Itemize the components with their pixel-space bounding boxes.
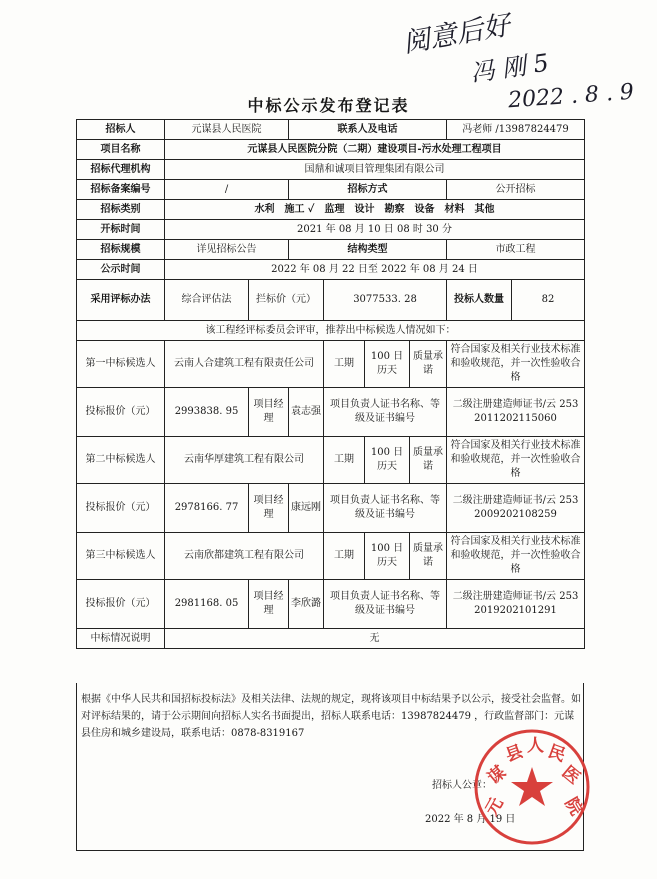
candidate-3-price: 2981168. 05 xyxy=(165,580,249,629)
signer-label: 招标人公章： xyxy=(432,780,492,791)
candidate-2-cert: 二级注册建造师证书/云 253 2009202108259 xyxy=(447,484,585,533)
handwritten-signature: 冯 刚 5 xyxy=(468,48,551,88)
candidate-3-manager-label: 项目经理 xyxy=(249,580,289,629)
structure-value: 市政工程 xyxy=(447,240,585,260)
category-value: 水利 施工 ✓ 监理 设计 勘察 设备 材料 其他 xyxy=(165,200,585,220)
candidate-3-row xyxy=(77,533,585,580)
candidate-2-company: 云南华厚建筑工程有限公司 xyxy=(165,437,324,484)
open-time-row xyxy=(77,220,585,240)
candidate-1-price: 2993838. 95 xyxy=(165,388,249,437)
candidate-1-cert: 二级注册建造师证书/云 253 2011202115060 xyxy=(447,388,585,437)
candidate-1-price-label: 投标报价（元） xyxy=(77,388,165,437)
recommend-text: 该工程经评标委员会评审，推荐出中标候选人情况如下： xyxy=(77,321,585,341)
result-value: 无 xyxy=(165,629,585,649)
candidate-2-rank: 第二中标候选人 xyxy=(77,437,165,484)
candidate-1-quality-label: 质量承诺 xyxy=(410,341,447,388)
candidate-2-manager-label: 项目经理 xyxy=(249,484,289,533)
contact-value: 冯老师 /13987824479 xyxy=(447,120,585,140)
candidate-3-price-label: 投标报价（元） xyxy=(77,580,165,629)
result-row xyxy=(77,629,585,649)
candidate-3-bid-row xyxy=(77,580,585,629)
candidate-2-quality-label: 质量承诺 xyxy=(410,437,447,484)
registration-form-table xyxy=(76,119,585,649)
record-row xyxy=(77,180,585,200)
eval-label: 采用评标办法 xyxy=(77,280,165,321)
candidate-1-row xyxy=(77,341,585,388)
candidate-1-period-label: 工期 xyxy=(324,341,365,388)
eval-value: 综合评估法 xyxy=(165,280,249,321)
scale-row xyxy=(77,240,585,260)
agency-row xyxy=(77,160,585,180)
candidate-1-company: 云南人合建筑工程有限责任公司 xyxy=(165,341,324,388)
sign-date: 2022 年 8 月 19 日 xyxy=(425,814,516,825)
open-time-label: 开标时间 xyxy=(77,220,165,240)
candidate-3-cert: 二级注册建造师证书/云 253 2019202101291 xyxy=(447,580,585,629)
scale-label: 招标规模 xyxy=(77,240,165,260)
candidate-2-row xyxy=(77,437,585,484)
candidate-3-period-label: 工期 xyxy=(324,533,365,580)
record-no-label: 招标备案编号 xyxy=(77,180,165,200)
scale-value: 详见招标公告 xyxy=(165,240,289,260)
category-label: 招标类别 xyxy=(77,200,165,220)
candidate-2-cert-label: 项目负责人证书名称、等级及证书编号 xyxy=(324,484,447,533)
bidder-count-value: 82 xyxy=(512,280,585,321)
candidate-1-rank: 第一中标候选人 xyxy=(77,341,165,388)
evaluation-row xyxy=(77,280,585,321)
candidate-3-rank: 第三中标候选人 xyxy=(77,533,165,580)
category-row xyxy=(77,200,585,220)
publicity-label: 公示时间 xyxy=(77,260,165,280)
publicity-value: 2022 年 08 月 22 日至 2022 年 08 月 24 日 xyxy=(165,260,585,280)
record-no-value: / xyxy=(165,180,289,200)
bidder-count-label: 投标人数量 xyxy=(447,280,512,321)
candidate-2-price-label: 投标报价（元） xyxy=(77,484,165,533)
result-label: 中标情况说明 xyxy=(77,629,165,649)
cap-label: 拦标价（元） xyxy=(249,280,324,321)
candidate-1-manager-label: 项目经理 xyxy=(249,388,289,437)
handwritten-date: 2022 . 8 . 9 xyxy=(507,79,635,114)
candidate-3-cert-label: 项目负责人证书名称、等级及证书编号 xyxy=(324,580,447,629)
publicity-row xyxy=(77,260,585,280)
project-value: 元谋县人民医院分院（二期）建设项目-污水处理工程项目 xyxy=(165,140,585,160)
candidate-3-company: 云南欣都建筑工程有限公司 xyxy=(165,533,324,580)
tenderer-row xyxy=(77,120,585,140)
candidate-3-quality-label: 质量承诺 xyxy=(410,533,447,580)
candidate-3-manager: 李欣潞 xyxy=(289,580,324,629)
structure-label: 结构类型 xyxy=(289,240,447,260)
candidate-2-price: 2978166. 77 xyxy=(165,484,249,533)
publicity-note: 根据《中华人民共和国招标投标法》及相关法律、法规的规定，现将该项目中标结果予以公示，接受社会监督。如对评标结果的，请于公示期间向招标人实名书面提出，招标人联系电话：13987824479 ，行政监督部门：元谋县住房和城乡建设局，联系电话：0878-8319167 xyxy=(81,694,581,739)
recommend-row xyxy=(77,321,585,341)
candidate-2-bid-row xyxy=(77,484,585,533)
agency-value: 国鼎和诚项目管理集团有限公司 xyxy=(165,160,585,180)
candidate-2-quality: 符合国家及相关行业技术标准和验收规范，并一次性验收合格 xyxy=(447,437,585,484)
candidate-1-cert-label: 项目负责人证书名称、等级及证书编号 xyxy=(324,388,447,437)
official-seal: 元 谋 县 人 民 医 院 xyxy=(472,727,592,847)
candidate-1-bid-row xyxy=(77,388,585,437)
project-label: 项目名称 xyxy=(77,140,165,160)
candidate-3-quality: 符合国家及相关行业技术标准和验收规范，并一次性验收合格 xyxy=(447,533,585,580)
page-title: 中标公示发布登记表 xyxy=(247,96,410,115)
contact-label: 联系人及电话 xyxy=(289,120,447,140)
candidate-2-manager: 康远刚 xyxy=(289,484,324,533)
method-value: 公开招标 xyxy=(447,180,585,200)
cap-value: 3077533. 28 xyxy=(324,280,447,321)
method-label: 招标方式 xyxy=(289,180,447,200)
agency-label: 招标代理机构 xyxy=(77,160,165,180)
candidate-1-quality: 符合国家及相关行业技术标准和验收规范，并一次性验收合格 xyxy=(447,341,585,388)
open-time-value: 2021 年 08 月 10 日 08 时 30 分 xyxy=(165,220,585,240)
tenderer-value: 元谋县人民医院 xyxy=(165,120,289,140)
candidate-2-period-label: 工期 xyxy=(324,437,365,484)
project-row xyxy=(77,140,585,160)
candidate-1-period: 100 日历天 xyxy=(365,341,410,388)
candidate-2-period: 100 日历天 xyxy=(365,437,410,484)
candidate-1-manager: 袁志强 xyxy=(289,388,324,437)
candidate-3-period: 100 日历天 xyxy=(365,533,410,580)
handwritten-annotation: 阅意后好 xyxy=(400,9,513,60)
tenderer-label: 招标人 xyxy=(77,120,165,140)
